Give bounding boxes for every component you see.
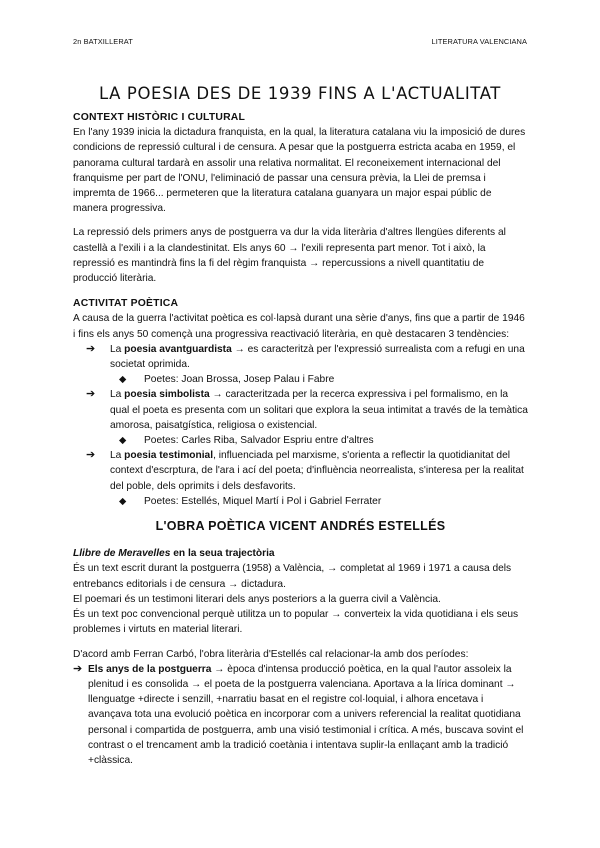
arrow-bullet-icon: ➔ — [86, 388, 96, 401]
trend-list — [73, 342, 528, 509]
diamond-bullet-icon: ◆ — [119, 495, 127, 507]
context-paragraph-1: En l'any 1939 inicia la dictadura franquista, en la qual, la literatura catalana viu la imposició de dures condicions de repressió cultural i de censura. A pesar que la postguerra estricta acaba en 1959, el panorama cultural tardarà en assolir una relativa normalitat. El reconeixement internacional del franquisme per part de l'ONU, l'eliminació de passar una censura prèvia, la Llei de premsa i impremta de 1966... permeteren que la literatura catalana guanyara un major espai públic de manera progressiva. — [73, 127, 526, 215]
poets-item: ◆ Poetes: Estellés, Miquel Martí i Pol i Gabriel Ferrater — [110, 494, 528, 509]
context-heading: CONTEXT HISTÒRIC I CULTURAL — [73, 112, 246, 123]
poets-item: ◆ Poetes: Joan Brossa, Josep Palau i Fabre — [110, 372, 528, 387]
book-line: És un text escrit durant la postguerra (1958) a València, → completat al 1969 i 1971 a causa dels entrebancs editorials i de censura → dictadura. — [73, 563, 512, 590]
header-course: 2n BATXILLERAT — [73, 37, 133, 46]
arrow-bullet-icon: ➔ — [73, 662, 83, 675]
list-item: ➔ La poesia testimonial, influenciada pel marxisme, s'orienta a reflectir la quotidianitat del context d'escrptura, de l'ara i ací del poeta; d'influència neorrealista, s'interesa per la realitat del poble, dels oprimits i dels desfavorits. ◆ Poetes: Estellés, Miquel Martí i Pol i Gabriel Ferrater — [73, 448, 528, 509]
trend-name: poesia avantguardista — [124, 343, 232, 355]
poets-item: ◆ Poetes: Carles Riba, Salvador Espriu entre d'altres — [110, 433, 528, 448]
arrow-bullet-icon: ➔ — [86, 342, 96, 355]
activity-heading: ACTIVITAT POÈTICA — [73, 298, 179, 310]
trend-name: poesia simbolista — [124, 389, 210, 401]
page-title: LA POESIA DES DE 1939 FINS A L'ACTUALITAT — [99, 84, 501, 104]
book-line: És un text poc convencional perquè utilitza un to popular → converteix la vida quotidiana i els seus problemes i virtuts en material literari. — [73, 609, 519, 636]
activity-paragraph: A causa de la guerra l'activitat poètica es col·lapsà durant una sèrie d'anys, fins que a partir de 1946 i fins els anys 50 començà una progressiva reactivació literària, en què destacaren 3 tendències: — [73, 313, 525, 340]
period-list — [73, 662, 528, 768]
diamond-bullet-icon: ◆ — [119, 374, 127, 386]
page-header — [73, 37, 527, 49]
document-body — [73, 110, 528, 768]
list-item: ➔ La poesia avantguardista → es caracteritzà per l'expressió surrealista com a refugi en una societat oprimida. ◆ Poetes: Joan Brossa, Josep Palau i Fabre — [73, 342, 528, 388]
context-paragraph-2: La repressió dels primers anys de postguerra va dur la vida literària d'altres llengües diferents al castellà a l'exili i a la clandestinitat. Els anys 60 → l'exili representa part menor. Tot i això, la repressió es mantindrà fins la fi del règim franquista → repercussions a nivell quantitatiu de producció literària. — [73, 227, 506, 285]
list-item: ➔ Els anys de la postguerra → època d'intensa producció poètica, en la qual l'autor assoleix la plenitud i es consolida → el poeta de la postguerra valenciana. Aportava a la lírica dominant → llenguatge +directe i senzill, +narratiu basat en el registre col·loquial, i alhora encetava i avançava tota una evolució poètica en incorporar com a univers referencial la realitat quotidiana personal i compartida de postguerra, amb una visió testimonial i crítica. A més, buscava sovint el contrast o el trencament amb la tradició coetània i intentava suplir-la enllaçant amb la tradició +clàssica. — [73, 662, 524, 766]
book-heading: Llibre de Meravelles en la seua trajectòria — [73, 548, 275, 560]
list-item: ➔ La poesia simbolista → caracteritzada per la recerca expressiva i pel formalismo, en la qual el poeta es presenta com un solitari que explora la seua intimitat a través de la temàtica amorosa, paisatgística, religiosa o existencial. ◆ Poetes: Carles Riba, Salvador Espriu entre d'altres — [73, 387, 528, 448]
arrow-bullet-icon: ➔ — [86, 449, 96, 462]
book-line: El poemari és un testimoni literari dels anys posteriors a la guerra civil a València. — [73, 593, 441, 605]
trend-name: poesia testimonial — [124, 450, 214, 462]
period-name: Els anys de la postguerra — [88, 663, 212, 675]
estelles-subtitle: L'OBRA POÈTICA VICENT ANDRÉS ESTELLÉS — [155, 519, 446, 534]
book-title: Llibre de Meravelles — [73, 548, 171, 560]
carbo-intro: D'acord amb Ferran Carbó, l'obra literària d'Estellés cal relacionar-la amb dos períodes: — [73, 648, 469, 660]
header-subject: LITERATURA VALENCIANA — [431, 37, 527, 46]
diamond-bullet-icon: ◆ — [119, 435, 127, 447]
